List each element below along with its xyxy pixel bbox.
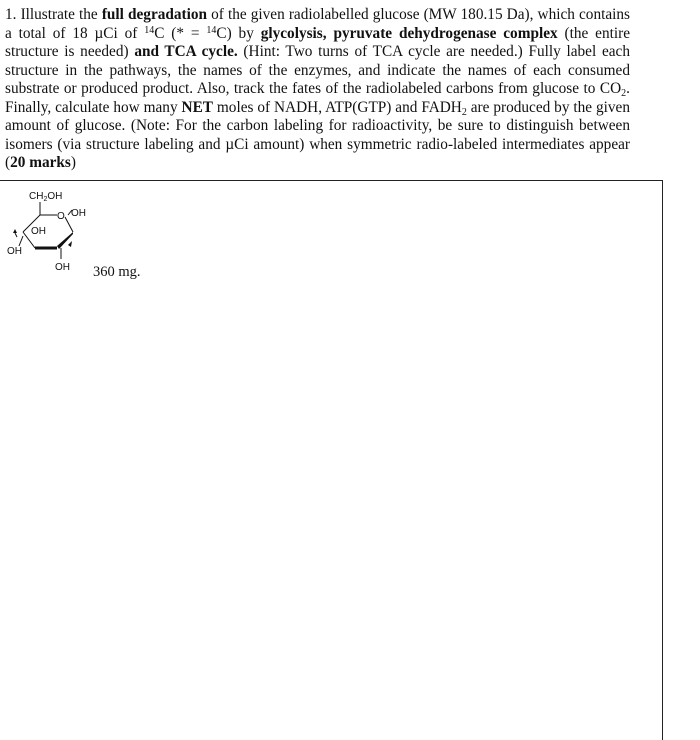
c4-oh-label: OH	[31, 226, 46, 237]
question-text: 1. Illustrate the full degradation of the given radiolabelled glucose (MW 180.15 Da), which contains a total of 18 µCi of $^{14}$C (* = $^{14}$C) by glycolysis, pyruvate dehydrogenase complex (the entire structure is needed) and TCA cycle. (Hint: Two turns of TCA cycle are needed.) Fully label each structure in the pathways, the names of the enzymes, and indicate the names of each consumed substrate or produced product. Also, track the fates of the radiolabeled carbons from glucose to $CO_2$. Finally, calculate how many NET moles of NADH, ATP(GTP) and $FADH_2$ are produced by the given amount of glucose. (Note: For the carbon labeling for radioactivity, be sure to distinguish between isomers (via structure labeling and µCi amount) when symmetric radio-labeled intermediates appear (20 marks)	[5, 6, 630, 171]
marker-bond	[15, 233, 17, 237]
emphasis-glycolysis-pdc: glycolysis, pyruvate dehydrogenase complex	[260, 24, 558, 42]
anomeric-oh-label: OH	[71, 208, 86, 219]
emphasis-tca-cycle: and TCA cycle.	[134, 43, 238, 60]
emphasis-full-degradation: full degradation	[101, 6, 208, 23]
radiolabel-marker	[13, 229, 17, 233]
emphasis-net: NET	[181, 98, 213, 116]
ring-oxygen-label: O	[57, 211, 65, 222]
ring-bond	[65, 217, 73, 232]
ch2oh-label: $CH_2OH$	[29, 191, 63, 203]
radiolabel-marker	[68, 241, 72, 247]
c2-oh-label: OH	[55, 262, 70, 273]
glucose-amount: 360 mg.	[93, 264, 141, 280]
c3-oh-label: OH	[7, 246, 22, 257]
c3-oh-bond	[19, 236, 23, 246]
emphasis-marks: 20 marks	[10, 154, 71, 171]
